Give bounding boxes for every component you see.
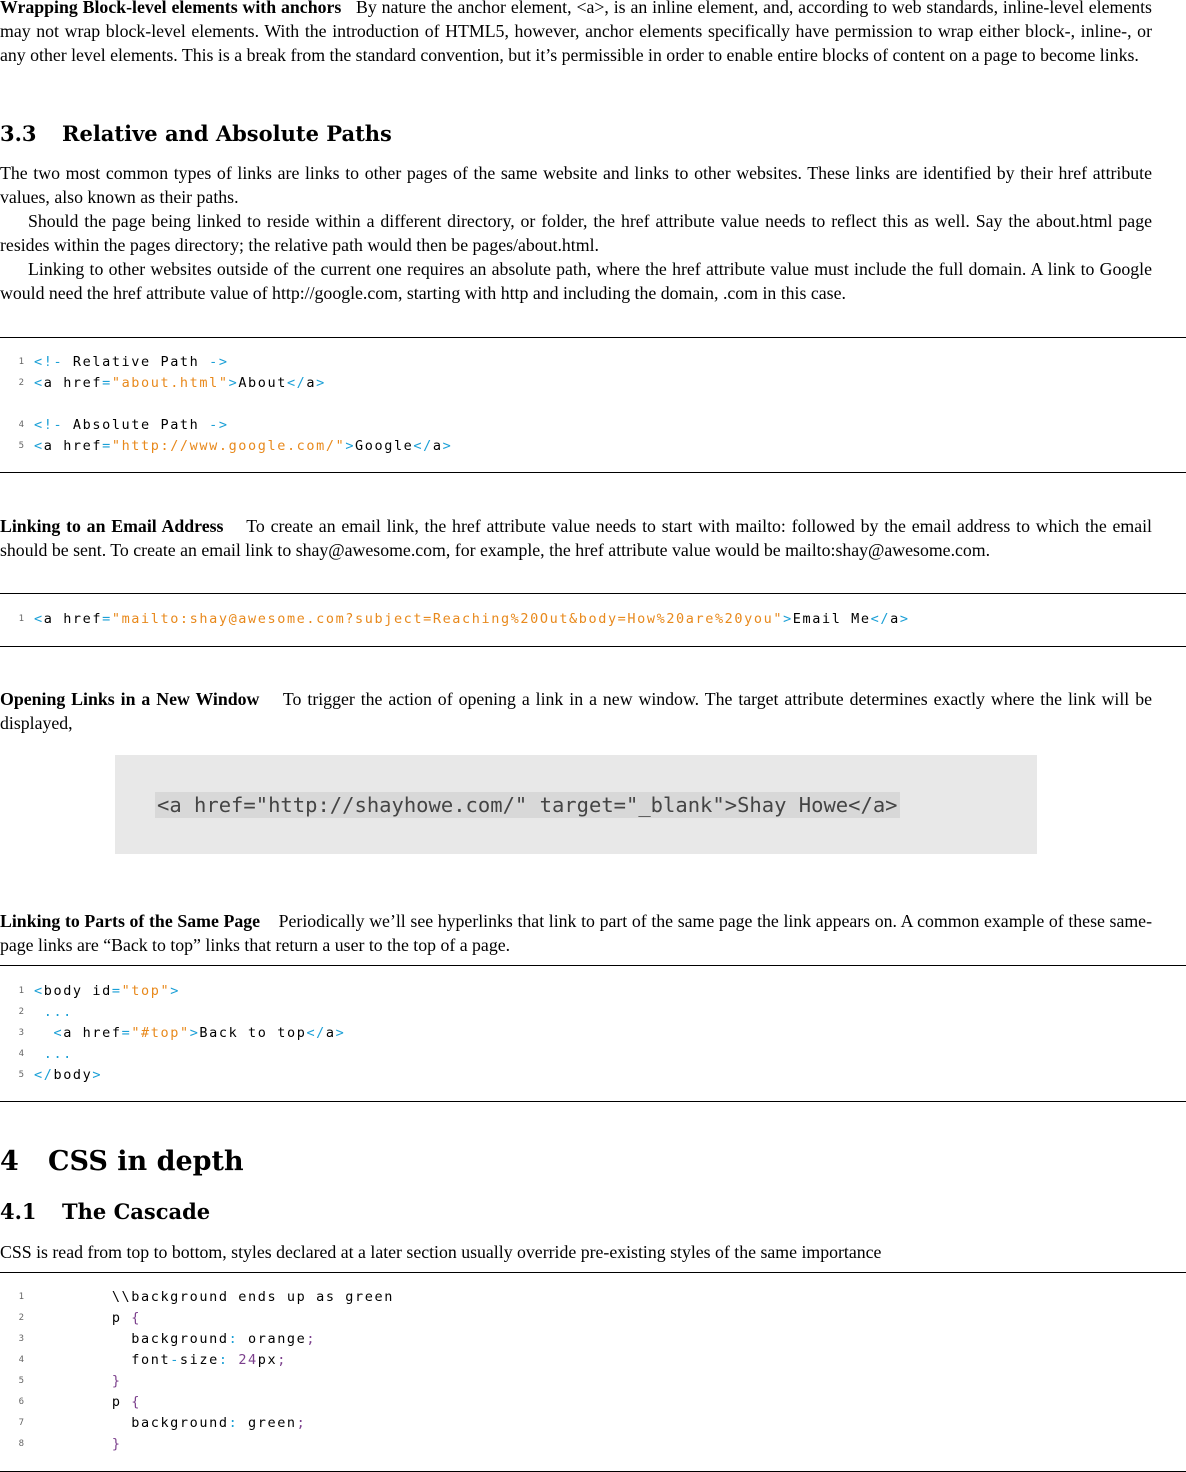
samepage-heading: Linking to Parts of the Same Page	[0, 911, 261, 931]
code-token: =	[102, 375, 112, 391]
email-heading: Linking to an Email Address	[0, 516, 224, 536]
code-token: <	[34, 438, 44, 454]
code-token: "http://www.google.com/"	[111, 438, 346, 454]
paths-paragraph-2: Should the page being linked to reside within a different directory, or folder, the href attribute value needs to reflect this as well. Say the about.html page resides within the pages directory; the relative path would then be pages/about.html.	[0, 211, 1152, 255]
code-token: >	[345, 438, 356, 454]
code-token: px	[257, 1352, 278, 1368]
code-token: About	[238, 375, 287, 391]
code-token: =	[102, 611, 112, 627]
code-token: >	[189, 1025, 200, 1041]
code-token: {	[131, 1394, 142, 1410]
line-number: 2	[18, 378, 24, 388]
section-title: CSS in depth	[48, 1146, 244, 1177]
code-text	[34, 1308, 141, 1329]
code-token: <	[53, 1025, 64, 1041]
code-token: font	[34, 1352, 171, 1368]
code-token: p	[34, 1310, 132, 1326]
code-listing-paths	[0, 337, 1186, 473]
line-number: 4	[18, 1049, 24, 1059]
code-token: <	[34, 375, 44, 391]
code-token: </	[413, 438, 433, 454]
code-token: ->	[209, 354, 229, 370]
code-text	[34, 1350, 287, 1371]
line-number: 6	[18, 1397, 24, 1407]
code-token: >	[228, 375, 239, 391]
code-listing-email	[0, 593, 1186, 647]
code-token: ->	[209, 417, 229, 433]
line-number: 1	[18, 614, 24, 624]
section-title: Relative and Absolute Paths	[62, 121, 392, 146]
code-token: >	[170, 983, 180, 999]
line-number: 5	[18, 441, 24, 451]
code-token: green	[238, 1415, 297, 1431]
code-token: =	[111, 983, 122, 999]
code-token: <!-	[34, 354, 73, 370]
code-screenshot-text: <a href="http://shayhowe.com/" target="_blank">Shay Howe</a>	[157, 793, 898, 817]
code-text	[34, 1413, 306, 1434]
code-text	[34, 1287, 394, 1308]
code-listing-samepage	[0, 965, 1186, 1102]
code-token: "about.html"	[111, 375, 229, 391]
code-token: </	[34, 1067, 54, 1083]
newwindow-paragraph	[0, 687, 1152, 735]
code-token: }	[34, 1436, 122, 1452]
code-token: >	[783, 611, 793, 627]
code-token: a	[325, 1025, 336, 1041]
code-text	[34, 352, 229, 373]
code-token: ;	[277, 1352, 287, 1368]
code-text	[34, 436, 452, 457]
code-text	[34, 373, 326, 394]
line-number: 2	[18, 1007, 24, 1017]
cascade-paragraph: CSS is read from top to bottom, styles declared at a later section usually override pre-existing styles of the same importance	[0, 1242, 882, 1262]
code-token: "top"	[121, 983, 171, 999]
code-token: </	[306, 1025, 326, 1041]
section-title: The Cascade	[62, 1199, 211, 1224]
code-token: ;	[306, 1331, 317, 1347]
code-text	[34, 1002, 73, 1023]
code-token: size	[179, 1352, 219, 1368]
code-token: ;	[296, 1415, 307, 1431]
line-number: 1	[18, 986, 24, 996]
email-text: To create an email link, the href attribute value needs to start with mailto: followed by the email address to which the email should be sent. To create an email link to shay@awesome.com, for example, the href attribute value would be mailto:shay@awesome.com.	[0, 516, 1152, 560]
code-token: >	[92, 1067, 103, 1083]
line-number: 7	[18, 1418, 24, 1428]
line-number: 8	[18, 1439, 24, 1449]
code-token: a	[890, 611, 900, 627]
code-token: a	[306, 375, 317, 391]
newwindow-text: To trigger the action of opening a link in a new window. The target attribute determines exactly where the link will be displayed,	[0, 689, 1152, 733]
code-token: >	[316, 375, 326, 391]
code-token: </	[870, 611, 891, 627]
code-token: <	[34, 983, 44, 999]
section-heading-4	[0, 1146, 244, 1177]
code-text	[34, 1023, 345, 1044]
code-token: a href	[43, 611, 103, 627]
code-token: a	[432, 438, 443, 454]
line-number: 1	[18, 357, 24, 367]
code-text	[34, 981, 180, 1002]
line-number: 1	[18, 1292, 24, 1302]
line-number: 4	[18, 1355, 24, 1365]
code-token: a href	[43, 438, 103, 454]
code-token: background	[34, 1415, 229, 1431]
code-token: =	[121, 1025, 132, 1041]
code-text	[34, 1329, 316, 1350]
wrapping-text: By nature the anchor element, <a>, is an inline element, and, according to web standards, inline-level elements may not wrap block-level elements. With the introduction of HTML5, however, anchor elements specifically have permission to wrap either block-, inline-, or any other level elements. This is a break from the standard convention, but it’s permissible in order to enable entire blocks of content on a page to become links.	[0, 0, 1152, 65]
section-heading-3-3	[0, 121, 392, 146]
code-token: :	[228, 1415, 239, 1431]
code-token: \\background ends up as green	[34, 1289, 394, 1305]
code-token: Relative Path	[72, 354, 210, 370]
newwindow-heading: Opening Links in a New Window	[0, 689, 260, 709]
code-token: </	[286, 375, 307, 391]
section-number: 3.3	[0, 121, 37, 146]
samepage-paragraph	[0, 909, 1152, 957]
line-number: 5	[18, 1376, 24, 1386]
code-token: "mailto:shay@awesome.com?subject=Reaching%20Out&body=How%20are%20you"	[111, 611, 784, 627]
code-token	[229, 1352, 239, 1368]
code-token: body id	[43, 983, 112, 999]
code-screenshot-image	[115, 755, 1037, 854]
line-number: 2	[18, 1313, 24, 1323]
code-text	[34, 1044, 73, 1065]
code-token: }	[34, 1373, 122, 1389]
line-number: 5	[18, 1070, 24, 1080]
wrapping-paragraph	[0, 0, 1152, 67]
code-token: p	[34, 1394, 132, 1410]
code-token: :	[218, 1352, 229, 1368]
section-number: 4.1	[0, 1199, 37, 1224]
code-token: body	[53, 1067, 93, 1083]
code-token: {	[131, 1310, 142, 1326]
samepage-text: Periodically we’ll see hyperlinks that link to part of the same page the link appears on. A common example of these same-page links are “Back to top” links that return a user to the top of a page.	[0, 911, 1152, 955]
code-token: a href	[43, 375, 103, 391]
code-listing-cascade	[0, 1272, 1186, 1472]
code-token: =	[102, 438, 112, 454]
code-token: Absolute Path	[72, 417, 210, 433]
paths-paragraph-3: Linking to other websites outside of the current one requires an absolute path, where the href attribute value must include the full domain. A link to Google would need the href attribute value of http://google.com, starting with http and including the domain, .com in this case.	[0, 259, 1152, 303]
line-number: 3	[18, 1028, 24, 1038]
code-token: Google	[355, 438, 414, 454]
code-token: a href	[63, 1025, 122, 1041]
section-number: 4	[0, 1146, 19, 1177]
code-token: 24	[238, 1352, 258, 1368]
code-text	[34, 1371, 122, 1392]
code-token: "#top"	[131, 1025, 190, 1041]
code-text	[34, 415, 229, 436]
code-token: <!-	[34, 417, 73, 433]
code-token: ...	[34, 1046, 73, 1062]
code-token: >	[899, 611, 910, 627]
code-text	[34, 1065, 102, 1086]
code-token: background	[34, 1331, 229, 1347]
code-text	[34, 1434, 122, 1455]
code-token: -	[170, 1352, 180, 1368]
paths-paragraph-1: The two most common types of links are links to other pages of the same website and links to other websites. These links are identified by their href attribute values, also known as their paths.	[0, 163, 1152, 207]
code-token: :	[228, 1331, 239, 1347]
line-number: 4	[18, 420, 24, 430]
code-token: orange	[238, 1331, 307, 1347]
section-heading-4-1	[0, 1199, 210, 1224]
code-text	[34, 609, 910, 630]
code-token: Email Me	[792, 611, 871, 627]
line-number: 3	[18, 1334, 24, 1344]
code-token: >	[335, 1025, 346, 1041]
code-token: >	[442, 438, 453, 454]
email-paragraph	[0, 514, 1152, 562]
code-token: <	[34, 611, 44, 627]
code-token: ...	[34, 1004, 73, 1020]
code-token	[34, 1025, 53, 1041]
code-text	[34, 1392, 141, 1413]
wrapping-heading: Wrapping Block-level elements with anchors	[0, 0, 342, 17]
code-token: Back to top	[199, 1025, 307, 1041]
